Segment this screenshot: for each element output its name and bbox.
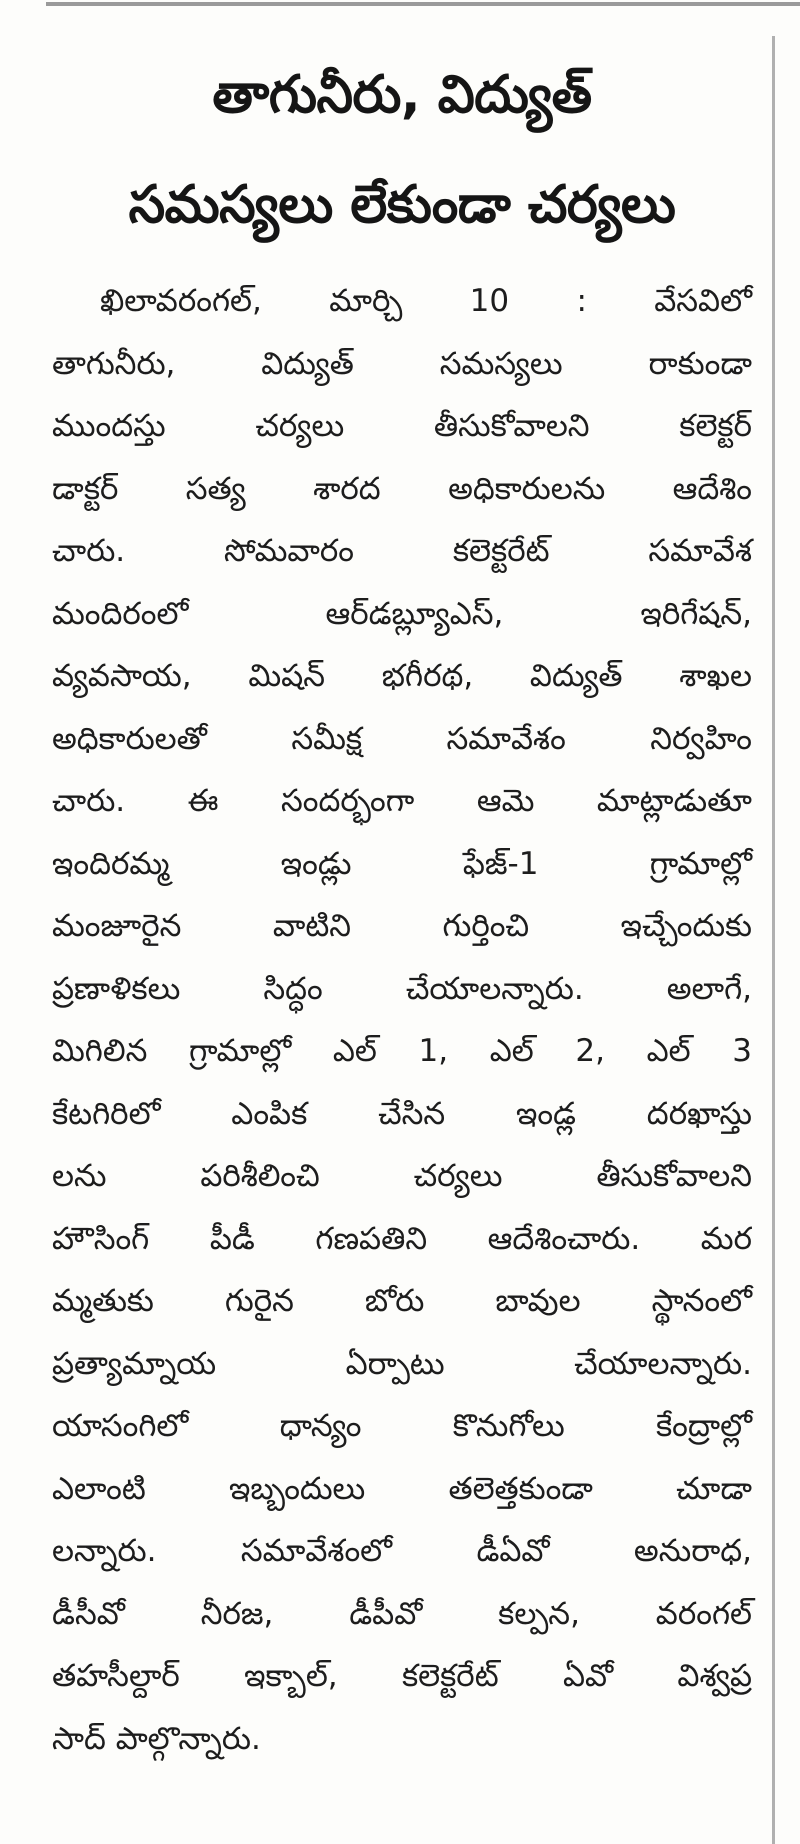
body-line: డీసీవో నీరజ, డీపీవో కల్పన, వరంగల్ — [52, 1595, 752, 1632]
body-line: మంజూరైన వాటిని గుర్తించి ఇచ్చేందుకు — [52, 908, 752, 944]
body-line: కేటగిరిలో ఎంపిక చేసిన ఇండ్ల దరఖాస్తు — [52, 1095, 752, 1132]
body-line: ఎలాంటి ఇబ్బందులు తలెత్తకుండా చూడా — [52, 1470, 752, 1507]
body-line: హౌసింగ్ పీడీ గణపతిని ఆదేశించారు. మర — [52, 1220, 752, 1257]
body-line: యాసంగిలో ధాన్యం కొనుగోలు కేంద్రాల్లో — [52, 1408, 752, 1444]
body-line: చారు. ఈ సందర్భంగా ఆమె మాట్లాడుతూ — [52, 783, 752, 819]
body-line: ఖిలావరంగల్, మార్చి 10 : వేసవిలో — [100, 283, 752, 319]
body-line: తాగునీరు, విద్యుత్ సమస్యలు రాకుండా — [52, 345, 752, 382]
body-line: ఇందిరమ్మ ఇండ్లు ఫేజ్-1 గ్రామాల్లో — [52, 845, 752, 882]
body-line: చారు. సోమవారం కలెక్టరేట్ సమావేశ — [52, 533, 752, 569]
body-line: మిగిలిన గ్రామాల్లో ఎల్ 1, ఎల్ 2, ఎల్ 3 — [52, 1033, 752, 1069]
column-divider — [772, 36, 775, 1844]
body-line: లన్నారు. సమావేశంలో డీఏవో అనురాధ, — [52, 1533, 752, 1569]
body-line: డాక్టర్ సత్య శారద అధికారులను ఆదేశిం — [52, 470, 752, 507]
headline-line-1: తాగునీరు, విద్యుత్ — [212, 65, 592, 125]
article — [52, 40, 752, 1770]
body-line: ప్రణాళికలు సిద్ధం చేయాలన్నారు. అలాగే, — [52, 970, 752, 1007]
body-line: ప్రత్యామ్నాయ ఏర్పాటు చేయాలన్నారు. — [52, 1345, 752, 1382]
body-line: లను పరిశీలించి చర్యలు తీసుకోవాలని — [52, 1158, 752, 1194]
headline — [52, 40, 752, 260]
body-line: సాద్ పాల్గొన్నారు. — [52, 1720, 261, 1757]
body-line: మ్మతుకు గురైన బోరు బావుల స్థానంలో — [52, 1283, 752, 1319]
headline-line-2: సమస్యలు లేకుండా చర్యలు — [128, 175, 676, 235]
article-body — [52, 270, 752, 1770]
body-line: వ్యవసాయ, మిషన్ భగీరథ, విద్యుత్ శాఖల — [52, 658, 752, 694]
body-line: తహసీల్దార్ ఇక్బాల్, కలెక్టరేట్ ఏవో విశ్వప్ర — [52, 1658, 752, 1694]
body-line: మందిరంలో ఆర్‌డబ్ల్యూఎస్, ఇరిగేషన్, — [52, 595, 752, 632]
body-line: అధికారులతో సమీక్ష సమావేశం నిర్వహిం — [52, 720, 752, 757]
top-divider — [46, 2, 800, 6]
body-line: ముందస్తు చర్యలు తీసుకోవాలని కలెక్టర్ — [52, 408, 752, 444]
